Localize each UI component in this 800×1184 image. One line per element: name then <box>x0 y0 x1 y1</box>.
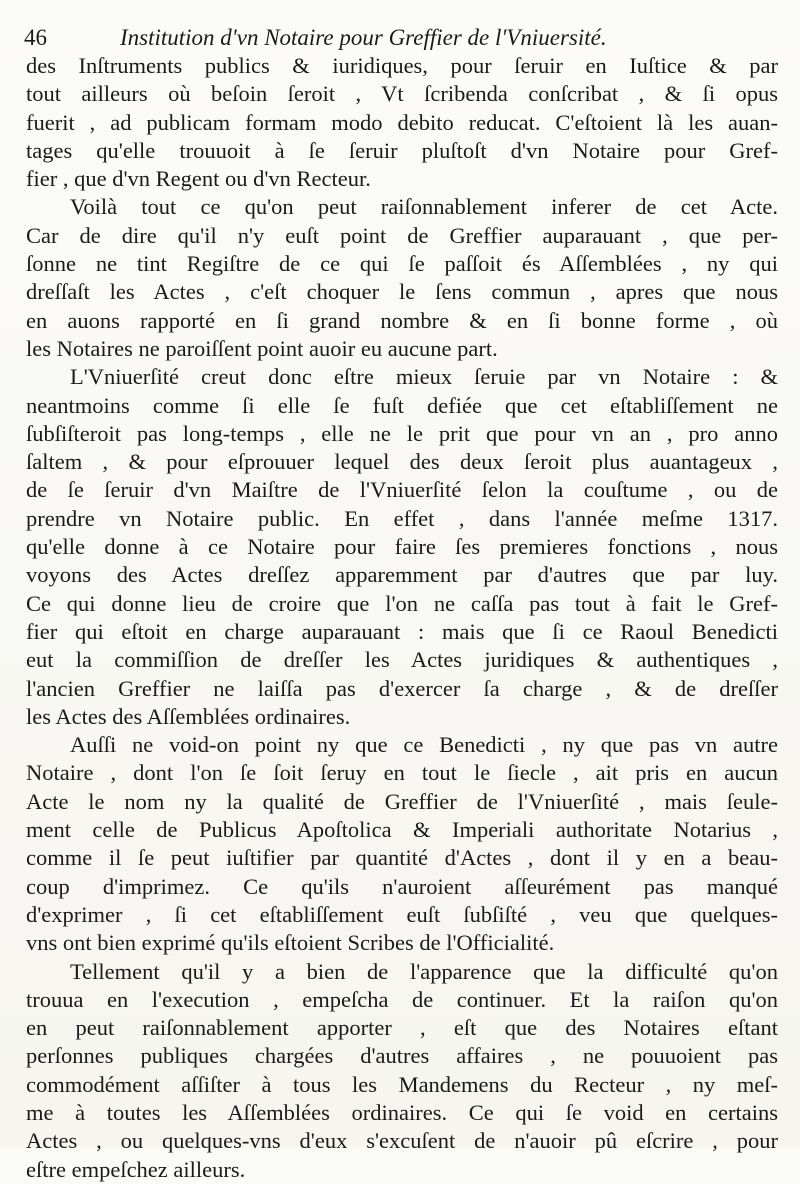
text-line: Tellement qu'il y a bien de l'apparence que la difficulté qu'on <box>70 958 778 984</box>
text-line: en auons rapporté en ſi grand nombre & en ſi bonne forme , où <box>26 307 778 333</box>
text-line: comme il ſe peut iuſtifier par quantité d'Actes , dont il y en a beau- <box>26 845 778 871</box>
text-line: eſtre empeſchez ailleurs. <box>26 1156 246 1182</box>
text-line: neantmoins comme ſi elle ſe fuſt defiée que cet eſtabliſſement ne <box>26 392 778 418</box>
text-line: en peut raiſonnablement apporter , eſt que des Notaires eſtant <box>26 1015 778 1041</box>
text-line: fuerit , ad publicam formam modo debito reducat. C'eſtoient là les auan- <box>26 109 778 135</box>
text-line: coup d'imprimez. Ce qu'ils n'auroient aſſeurément pas manqué <box>26 873 778 899</box>
text-line: Auſſi ne void-on point ny que ce Benedicti , ny que pas vn autre <box>70 732 778 758</box>
text-line: L'Vniuerſité creut donc eſtre mieux ſeruie par vn Notaire : & <box>70 364 778 390</box>
text-line: voyons des Actes dreſſez apparemment par d'autres que par luy. <box>26 562 778 588</box>
text-line: Notaire , dont l'on ſe ſoit ſeruy en tout le ſiecle , ait pris en aucun <box>26 760 778 786</box>
text-line: trouua en l'execution , empeſcha de continuer. Et la raiſon qu'on <box>26 986 778 1012</box>
text-line: Car de dire qu'il n'y euſt point de Greffier auparauant , que per- <box>26 222 778 248</box>
text-line: tages qu'elle trouuoit à ſe ſeruir pluſtoſt d'vn Notaire pour Gref- <box>26 137 778 163</box>
text-line: Voilà tout ce qu'on peut raiſonnablement inferer de cet Acte. <box>70 194 778 220</box>
text-line: vns ont bien exprimé qu'ils eſtoient Scribes de l'Officialité. <box>26 930 555 956</box>
text-line: tout ailleurs où beſoin ſeroit , Vt ſcribenda conſcribat , & ſi opus <box>26 81 778 107</box>
text-line: ment celle de Publicus Apoſtolica & Imperiali authoritate Notarius , <box>26 817 778 843</box>
text-line: les Notaires ne paroiſſent point auoir eu aucune part. <box>26 335 498 361</box>
running-head: Institution d'vn Notaire pour Greffier de l'Vniuersité. <box>120 25 607 50</box>
text-line: de ſe ſeruir d'vn Maiſtre de l'Vniuerſité ſelon la couſtume , ou de <box>26 477 778 503</box>
text-line: l'ancien Greffier ne laiſſa pas d'exercer ſa charge , & de dreſſer <box>26 675 778 701</box>
page-header <box>24 22 784 54</box>
text-line: d'exprimer , ſi cet eſtabliſſement euſt ſubſiſté , veu que quelques- <box>26 901 778 927</box>
text-line: perſonnes publiques chargées d'autres affaires , ne pouuoient pas <box>26 1043 778 1069</box>
text-line: fier qui eſtoit en charge auparauant : mais que ſi ce Raoul Benedicti <box>26 618 778 644</box>
page-number: 46 <box>24 25 47 50</box>
text-line: les Actes des Aſſemblées ordinaires. <box>26 703 351 729</box>
text-line: prendre vn Notaire public. En effet , dans l'année meſme 1317. <box>26 505 778 531</box>
text-line: Ce qui donne lieu de croire que l'on ne caſſa pas tout à fait le Gref- <box>26 590 778 616</box>
text-line: commodément aſſiſter à tous les Mandemens du Recteur , ny meſ- <box>26 1071 778 1097</box>
text-line: qu'elle donne à ce Notaire pour faire ſes premieres fonctions , nous <box>26 534 778 560</box>
text-line: Actes , ou quelques-vns d'eux s'excuſent de n'auoir pû eſcrire , pour <box>26 1128 778 1154</box>
text-line: ſaltem , & pour eſprouuer lequel des deux ſeroit plus auantageux , <box>26 449 778 475</box>
text-line: ſonne ne tint Regiſtre de ce qui ſe paſſoit és Aſſemblées , ny qui <box>26 251 778 277</box>
text-line: fier , que d'vn Regent ou d'vn Recteur. <box>26 166 371 192</box>
body-text <box>26 52 778 1184</box>
text-line: des Inſtruments publics & iuridiques, pour ſeruir en Iuſtice & par <box>26 53 778 78</box>
text-line: Acte le nom ny la qualité de Greffier de l'Vniuerſité , mais ſeule- <box>26 788 778 814</box>
text-line: ſubſiſteroit pas long-temps , elle ne le prit que pour vn an , pro anno <box>26 420 778 446</box>
text-line: eut la commiſſion de dreſſer les Actes juridiques & authentiques , <box>26 647 778 673</box>
text-line: dreſſaſt les Actes , c'eſt choquer le ſens commun , apres que nous <box>26 279 778 305</box>
text-line: me à toutes les Aſſemblées ordinaires. Ce qui ſe void en certains <box>26 1099 778 1125</box>
